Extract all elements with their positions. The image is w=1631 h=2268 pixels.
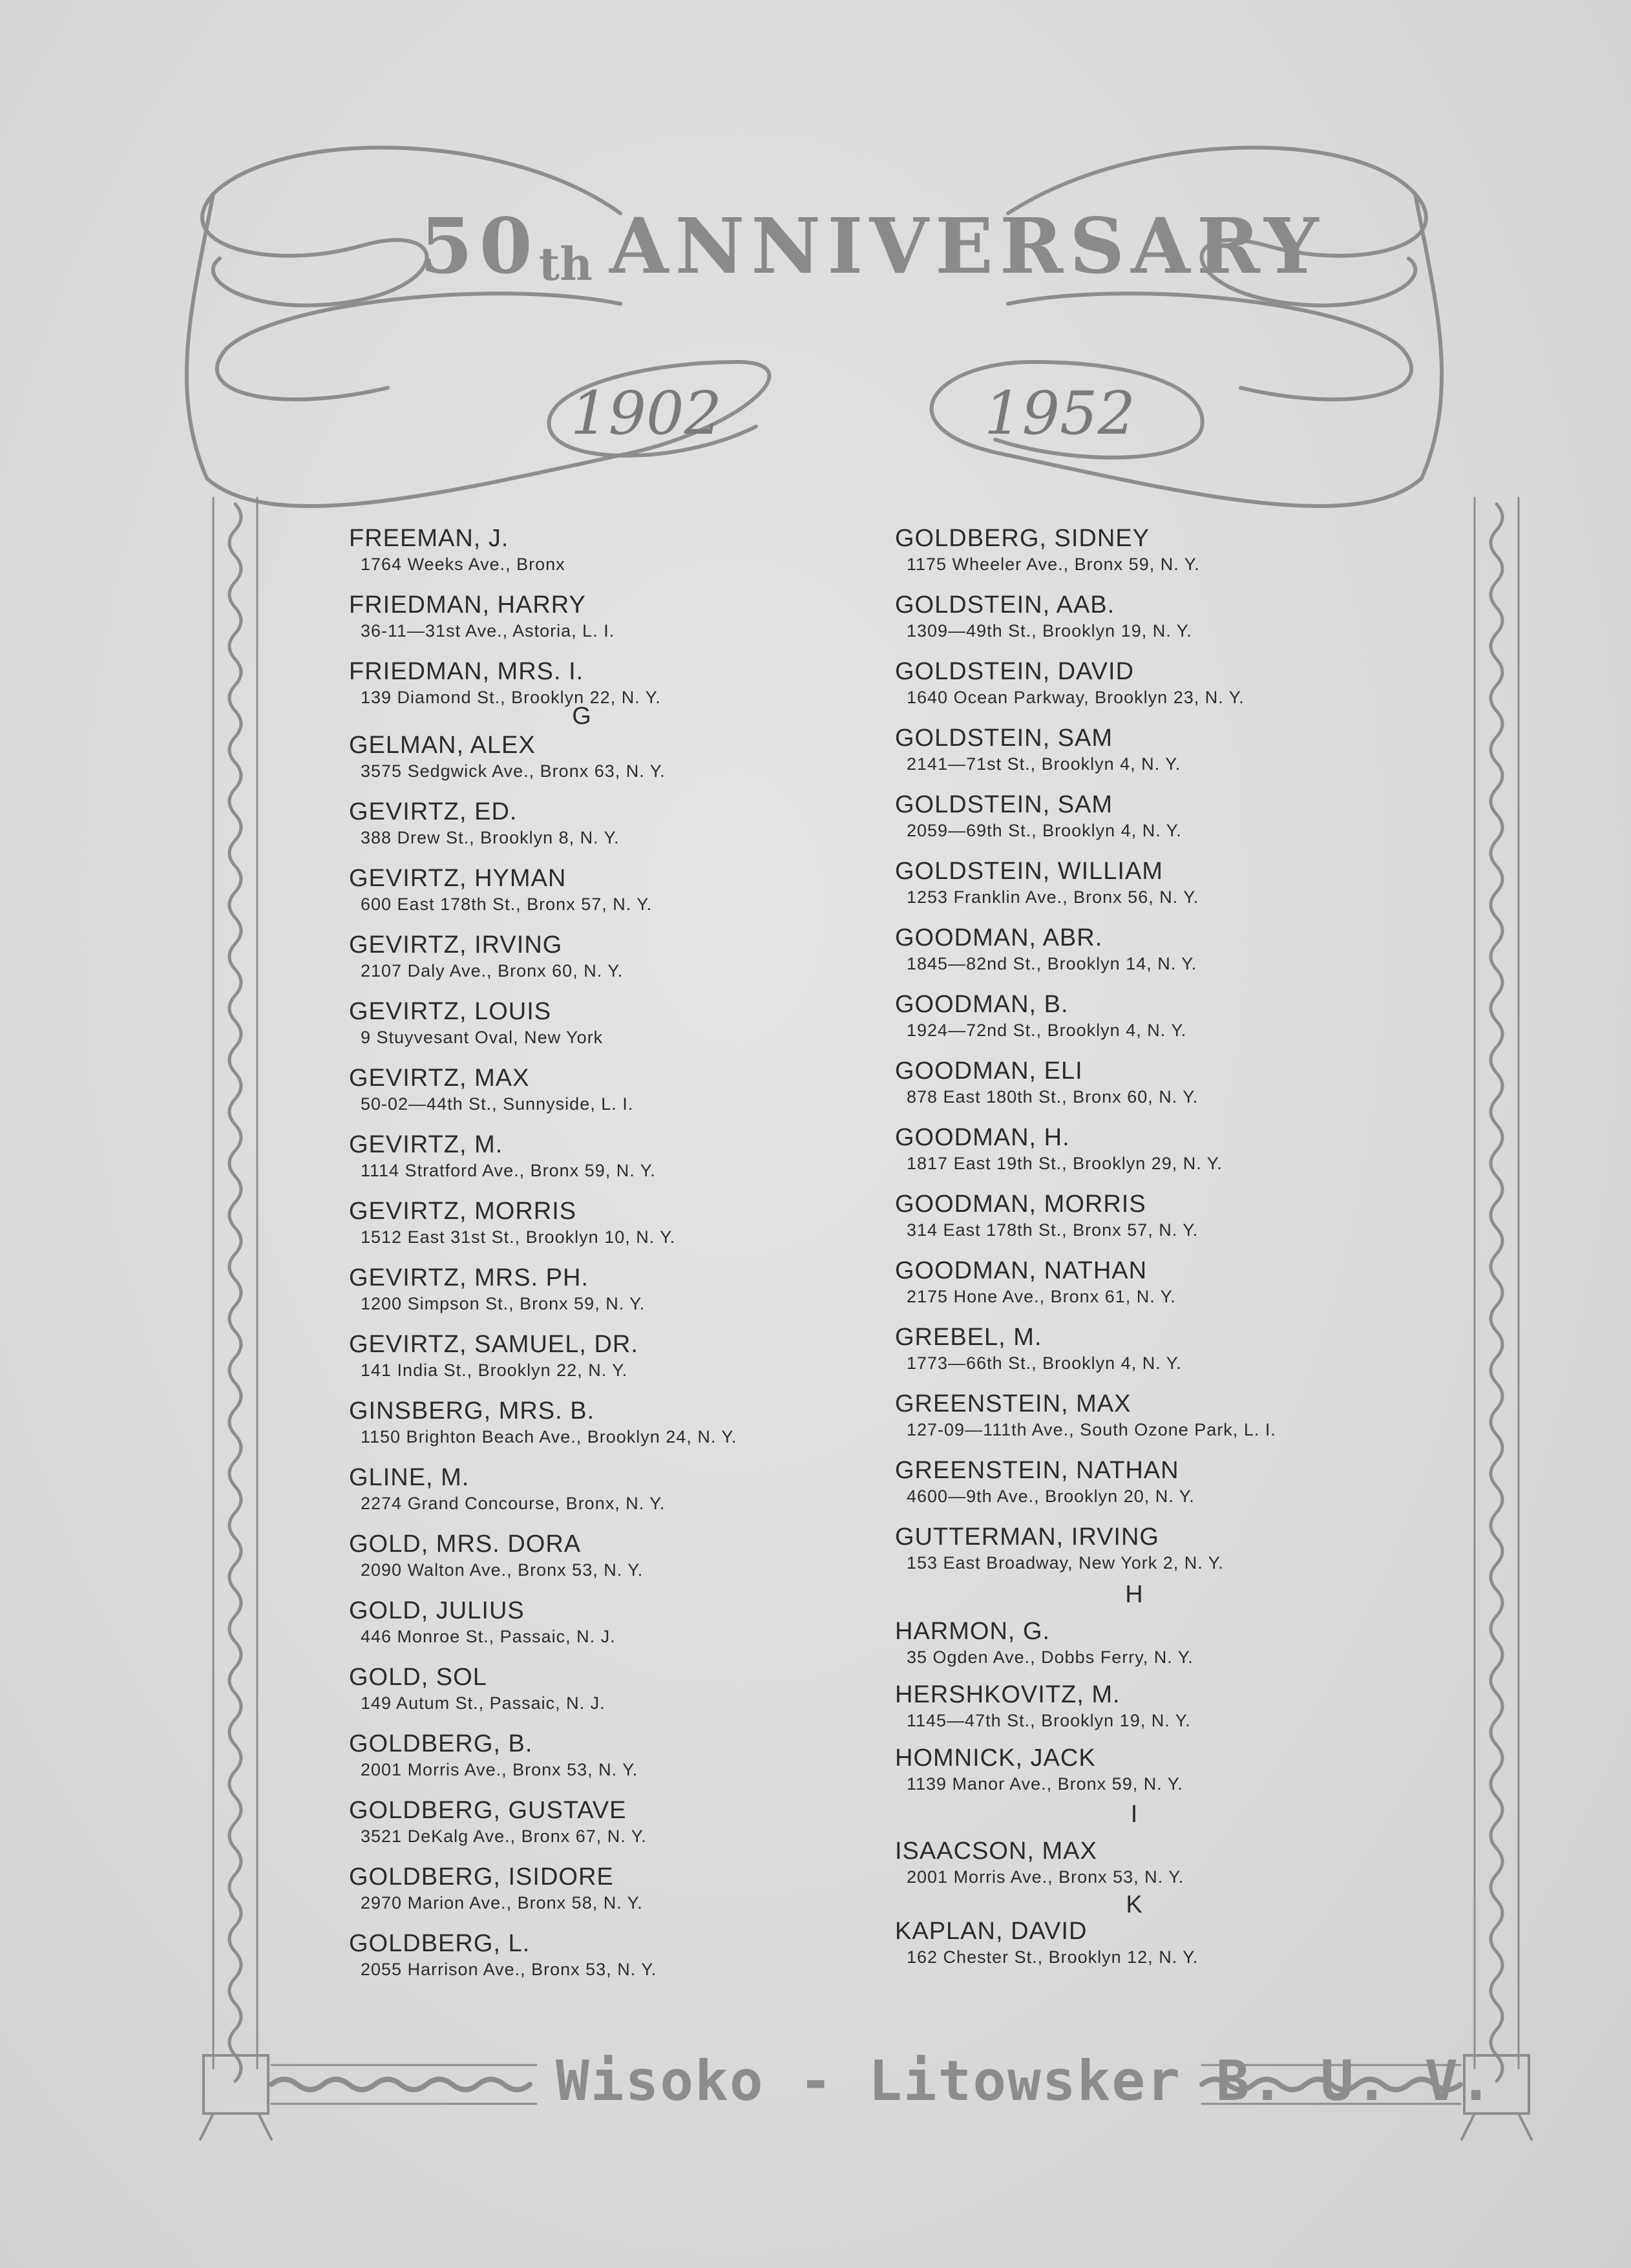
member-address: 1139 Manor Ave., Bronx 59, N. Y. [907, 1774, 1183, 1794]
member-name: FRIEDMAN, MRS. I. [349, 658, 584, 685]
member-name: GOLDSTEIN, SAM [895, 791, 1113, 818]
section-letter-i: I [1130, 1801, 1138, 1828]
member-entry [349, 1196, 866, 1263]
title-suffix: th [538, 237, 593, 291]
member-name: GOODMAN, ABR. [895, 924, 1103, 951]
member-entry [895, 657, 1425, 723]
member-entry [895, 1522, 1425, 1580]
member-entry [349, 1330, 866, 1396]
member-address: 127-09—111th Ave., South Ozone Park, L. I. [907, 1420, 1276, 1439]
member-entry [895, 524, 1425, 590]
member-address: 1924—72nd St., Brooklyn 4, N. Y. [907, 1021, 1187, 1040]
member-address: 1512 East 31st St., Brooklyn 10, N. Y. [361, 1227, 676, 1247]
member-name: GREENSTEIN, MAX [895, 1390, 1131, 1417]
member-entry [895, 990, 1425, 1056]
member-address: 1150 Brighton Beach Ave., Brooklyn 24, N. Y. [361, 1427, 737, 1447]
member-address: 153 East Broadway, New York 2, N. Y. [907, 1553, 1224, 1573]
member-entry [349, 657, 866, 707]
member-name: GUTTERMAN, IRVING [895, 1523, 1159, 1551]
member-address: 141 India St., Brooklyn 22, N. Y. [361, 1361, 628, 1380]
member-address: 388 Drew St., Brooklyn 8, N. Y. [361, 828, 620, 847]
society-name-footer: Wisoko - Litowsker B. U. V. [556, 2049, 1494, 2114]
member-name: GOLDBERG, ISIDORE [349, 1863, 614, 1891]
member-entry [349, 1862, 866, 1929]
member-address: 3575 Sedgwick Ave., Bronx 63, N. Y. [361, 761, 666, 781]
member-name: GOLDSTEIN, DAVID [895, 658, 1135, 685]
member-entry [349, 1396, 866, 1463]
member-entry [349, 797, 866, 864]
anniversary-title [419, 194, 1325, 291]
member-name: FREEMAN, J. [349, 525, 509, 552]
right-member-column [895, 524, 1425, 1983]
member-entry [895, 1743, 1425, 1800]
member-name: GOLD, MRS. DORA [349, 1531, 582, 1558]
member-address: 1114 Stratford Ave., Bronx 59, N. Y. [361, 1161, 656, 1180]
title-word: ANNIVERSARY [609, 201, 1325, 291]
member-name: GEVIRTZ, IRVING [349, 931, 563, 959]
member-entry [895, 1680, 1425, 1743]
member-name: GEVIRTZ, MRS. PH. [349, 1264, 589, 1291]
member-entry [349, 1130, 866, 1196]
member-address: 2059—69th St., Brooklyn 4, N. Y. [907, 821, 1182, 840]
member-name: FRIEDMAN, HARRY [349, 591, 586, 619]
member-name: GOLDBERG, GUSTAVE [349, 1797, 627, 1824]
year-end: 1952 [984, 379, 1136, 448]
member-entry [349, 930, 866, 997]
member-entry [895, 590, 1425, 657]
member-address: 2175 Hone Ave., Bronx 61, N. Y. [907, 1287, 1176, 1306]
member-address: 139 Diamond St., Brooklyn 22, N. Y. [361, 688, 661, 707]
member-name: GEVIRTZ, MAX [349, 1065, 530, 1092]
member-name: GEVIRTZ, MORRIS [349, 1198, 577, 1225]
member-name: GREENSTEIN, NATHAN [895, 1457, 1179, 1484]
member-address: 600 East 178th St., Bronx 57, N. Y. [361, 895, 653, 914]
member-address: 2274 Grand Concourse, Bronx, N. Y. [361, 1494, 666, 1513]
member-name: GOODMAN, H. [895, 1124, 1070, 1151]
member-entry [895, 1916, 1425, 1983]
section-letter-k: K [1126, 1891, 1142, 1918]
section-letter-h: H [1125, 1581, 1143, 1608]
member-entry [895, 723, 1425, 790]
member-entry [349, 1796, 866, 1862]
member-entry [349, 524, 866, 590]
member-address: 35 Ogden Ave., Dobbs Ferry, N. Y. [907, 1648, 1194, 1667]
member-entry [349, 1662, 866, 1729]
member-address: 314 East 178th St., Bronx 57, N. Y. [907, 1220, 1199, 1240]
member-entry [895, 1322, 1425, 1389]
member-address: 446 Monroe St., Passaic, N. J. [361, 1627, 616, 1646]
member-address: 50-02—44th St., Sunnyside, L. I. [361, 1094, 634, 1114]
member-address: 1200 Simpson St., Bronx 59, N. Y. [361, 1294, 646, 1313]
member-entry [895, 856, 1425, 923]
member-address: 2001 Morris Ave., Bronx 53, N. Y. [361, 1760, 638, 1779]
member-address: 2107 Daly Ave., Bronx 60, N. Y. [361, 961, 624, 980]
member-address: 4600—9th Ave., Brooklyn 20, N. Y. [907, 1487, 1195, 1506]
member-address: 3521 DeKalg Ave., Bronx 67, N. Y. [361, 1827, 647, 1846]
member-entry [895, 790, 1425, 856]
member-entry [349, 730, 866, 797]
member-entry [349, 864, 866, 930]
member-entry [895, 1616, 1425, 1680]
member-entry [349, 1263, 866, 1330]
member-name: GOODMAN, MORRIS [895, 1191, 1146, 1218]
member-name: ISAACSON, MAX [895, 1838, 1097, 1865]
member-entry [895, 1123, 1425, 1189]
member-address: 1764 Weeks Ave., Bronx [361, 555, 565, 574]
member-address: 1309—49th St., Brooklyn 19, N. Y. [907, 621, 1192, 641]
member-address: 1773—66th St., Brooklyn 4, N. Y. [907, 1353, 1182, 1373]
member-name: HOMNICK, JACK [895, 1744, 1096, 1772]
member-address: 1640 Ocean Parkway, Brooklyn 23, N. Y. [907, 688, 1245, 707]
member-name: GOLD, SOL [349, 1664, 487, 1691]
member-name: GOLD, JULIUS [349, 1597, 525, 1624]
member-entry [895, 923, 1425, 990]
left-member-column [349, 524, 866, 1995]
section-letter-g: G [572, 703, 591, 730]
member-name: GEVIRTZ, ED. [349, 798, 518, 825]
member-name: GLINE, M. [349, 1464, 470, 1491]
member-entry [349, 1529, 866, 1596]
member-name: GINSBERG, MRS. B. [349, 1397, 595, 1425]
member-address: 2001 Morris Ave., Bronx 53, N. Y. [907, 1867, 1184, 1887]
member-name: GOODMAN, B. [895, 991, 1069, 1018]
member-name: GOODMAN, ELI [895, 1057, 1083, 1085]
member-address: 1817 East 19th St., Brooklyn 29, N. Y. [907, 1154, 1223, 1173]
member-name: GOLDSTEIN, AAB. [895, 591, 1115, 619]
member-name: GEVIRTZ, HYMAN [349, 865, 567, 892]
member-name: HERSHKOVITZ, M. [895, 1681, 1121, 1708]
member-entry [895, 1189, 1425, 1256]
member-entry [349, 1729, 866, 1796]
member-entry [895, 1836, 1425, 1893]
member-entry [895, 1456, 1425, 1522]
member-entry [349, 590, 866, 657]
member-address: 2141—71st St., Brooklyn 4, N. Y. [907, 754, 1181, 774]
member-name: GEVIRTZ, LOUIS [349, 998, 552, 1025]
member-entry [349, 1596, 866, 1662]
member-name: GEVIRTZ, SAMUEL, DR. [349, 1331, 638, 1358]
member-entry [895, 1389, 1425, 1456]
year-start: 1902 [570, 379, 722, 448]
member-name: HARMON, G. [895, 1618, 1051, 1645]
member-address: 2055 Harrison Ave., Bronx 53, N. Y. [361, 1960, 657, 1979]
member-address: 2970 Marion Ave., Bronx 58, N. Y. [361, 1893, 643, 1913]
member-address: 878 East 180th St., Bronx 60, N. Y. [907, 1087, 1199, 1107]
title-number: 50 [419, 201, 539, 291]
member-name: KAPLAN, DAVID [895, 1918, 1088, 1945]
member-address: 1175 Wheeler Ave., Bronx 59, N. Y. [907, 555, 1200, 574]
member-name: GREBEL, M. [895, 1324, 1042, 1351]
member-name: GELMAN, ALEX [349, 732, 536, 759]
member-entry [349, 1929, 866, 1995]
member-entry [349, 1063, 866, 1130]
member-address: 9 Stuyvesant Oval, New York [361, 1028, 604, 1047]
member-address: 149 Autum St., Passaic, N. J. [361, 1693, 605, 1713]
member-address: 1845—82nd St., Brooklyn 14, N. Y. [907, 954, 1197, 973]
member-address: 36-11—31st Ave., Astoria, L. I. [361, 621, 615, 641]
member-address: 162 Chester St., Brooklyn 12, N. Y. [907, 1947, 1199, 1967]
member-name: GOLDBERG, SIDNEY [895, 525, 1150, 552]
member-entry [895, 1256, 1425, 1322]
member-name: GEVIRTZ, M. [349, 1131, 503, 1158]
member-address: 1145—47th St., Brooklyn 19, N. Y. [907, 1711, 1191, 1730]
member-name: GOLDSTEIN, SAM [895, 725, 1113, 752]
member-address: 2090 Walton Ave., Bronx 53, N. Y. [361, 1560, 644, 1580]
member-address: 1253 Franklin Ave., Bronx 56, N. Y. [907, 887, 1199, 907]
member-entry [349, 1463, 866, 1529]
member-name: GOLDSTEIN, WILLIAM [895, 858, 1163, 885]
member-name: GOLDBERG, L. [349, 1930, 531, 1957]
member-entry [895, 1056, 1425, 1123]
member-entry [349, 997, 866, 1063]
member-name: GOODMAN, NATHAN [895, 1257, 1148, 1284]
member-name: GOLDBERG, B. [349, 1730, 533, 1757]
